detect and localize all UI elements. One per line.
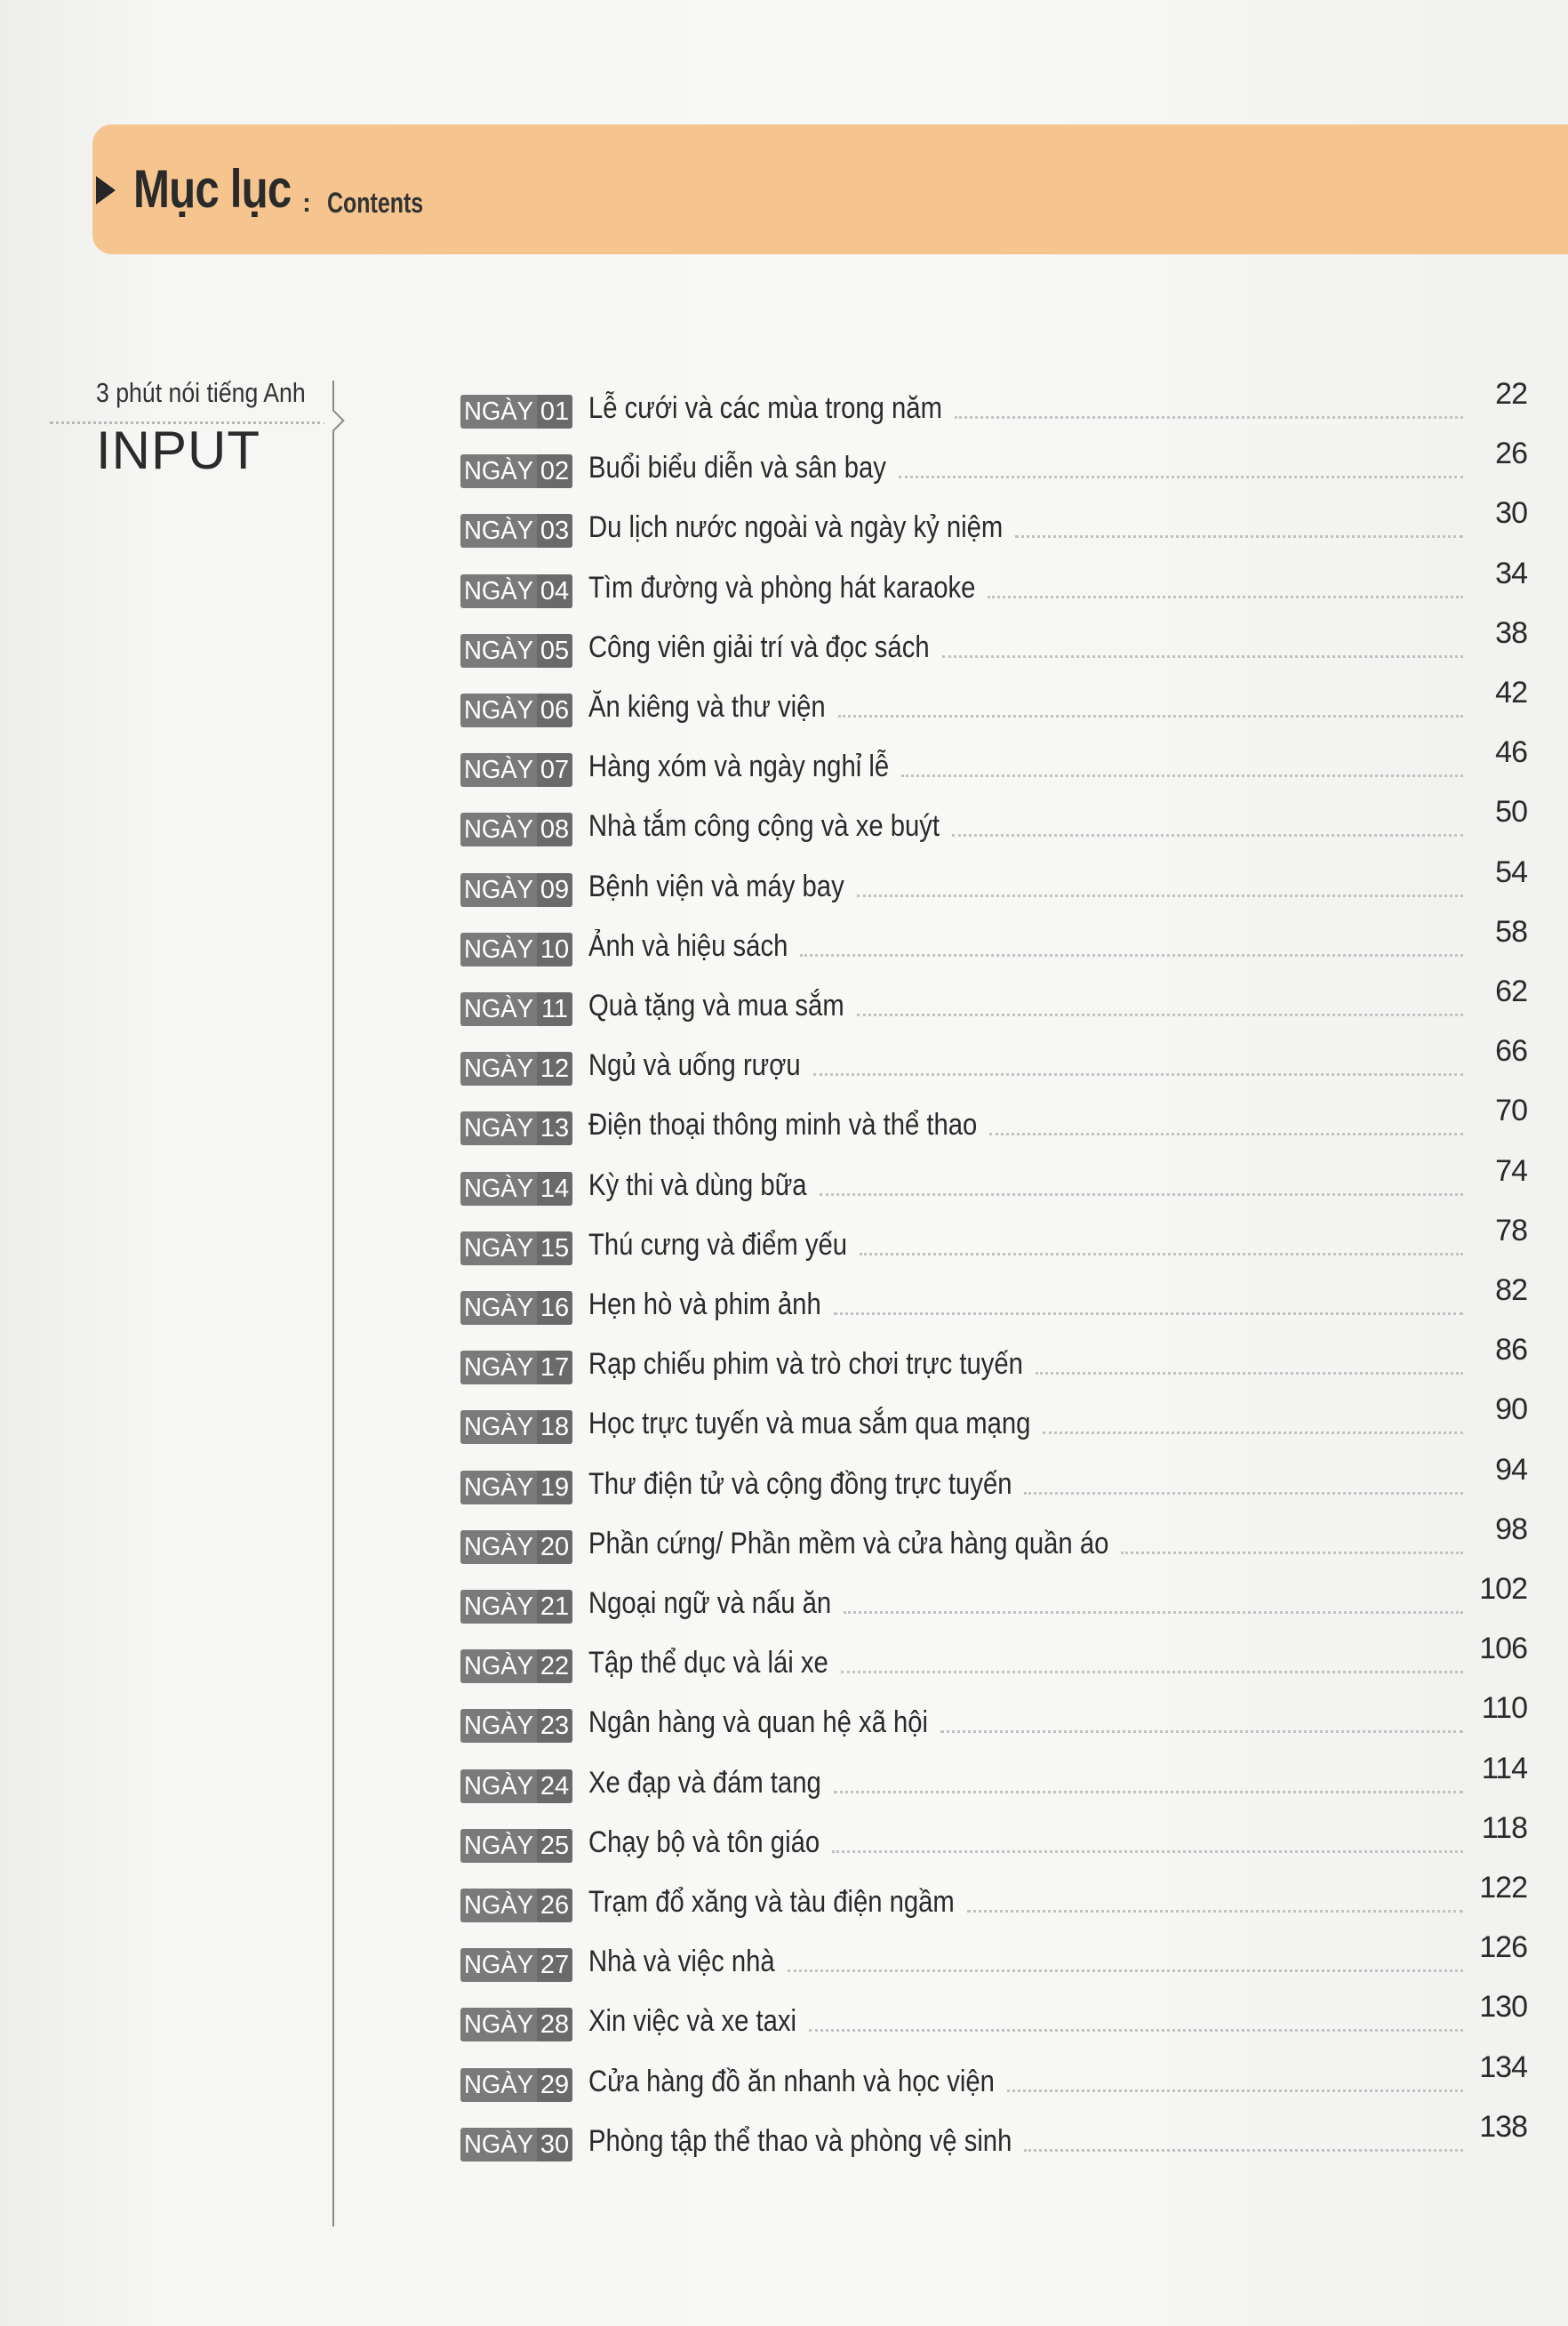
section-name: INPUT (96, 421, 260, 480)
toc-page-number: 106 (1479, 1632, 1527, 1666)
day-badge (460, 2068, 572, 2102)
day-badge-word: NGÀY (463, 1771, 534, 1801)
day-badge-word: NGÀY (463, 1114, 534, 1143)
dot-leader (800, 954, 1463, 957)
toc-page-number: 46 (1495, 735, 1527, 770)
day-badge-word: NGÀY (463, 2070, 534, 2099)
day-badge (460, 1709, 572, 1743)
day-badge (460, 1351, 572, 1384)
toc-topic: Thư điện tử và cộng đồng trực tuyến (588, 1466, 1012, 1501)
day-badge-number: 21 (537, 1590, 572, 1624)
day-badge (460, 1410, 572, 1444)
day-badge-word: NGÀY (463, 2129, 534, 2159)
toc-topic: Bệnh viện và máy bay (588, 869, 844, 903)
toc-page-number: 38 (1495, 615, 1527, 650)
day-badge-word: NGÀY (463, 815, 534, 845)
toc-page-number: 94 (1495, 1452, 1527, 1487)
day-badge-number: 09 (537, 873, 572, 907)
toc-entry[interactable] (460, 1691, 1527, 1750)
day-badge (460, 1649, 572, 1683)
day-badge-number: 17 (537, 1351, 572, 1384)
toc-page-number: 98 (1495, 1512, 1527, 1546)
dot-leader (857, 894, 1463, 897)
toc-entry[interactable] (460, 2109, 1527, 2169)
toc-page-number: 42 (1495, 676, 1527, 710)
toc-topic: Ngoại ngữ và nấu ăn (588, 1586, 832, 1620)
toc-topic: Xe đạp và đám tang (588, 1765, 821, 1800)
toc-topic: Lễ cưới và các mùa trong năm (588, 391, 942, 425)
toc-entry[interactable] (460, 437, 1527, 495)
day-badge (460, 1590, 572, 1624)
toc-topic: Điện thoại thông minh và thể thao (588, 1108, 978, 1143)
toc-topic: Học trực tuyến và mua sắm qua mạng (588, 1407, 1031, 1441)
day-badge-number: 01 (537, 395, 572, 429)
toc-page-number: 62 (1495, 975, 1527, 1008)
toc-entry[interactable] (460, 854, 1527, 914)
toc-topic: Quà tặng và mua sắm (588, 989, 844, 1023)
day-badge-number: 26 (537, 1889, 572, 1922)
day-badge-word: NGÀY (463, 1712, 534, 1741)
toc-topic: Ngủ và uống rượu (588, 1048, 801, 1083)
day-badge-word: NGÀY (463, 1472, 534, 1502)
day-badge (460, 454, 572, 488)
day-badge-number: 20 (537, 1530, 572, 1564)
dot-leader (967, 1910, 1463, 1913)
toc-entry[interactable] (460, 1333, 1527, 1392)
day-badge-word: NGÀY (463, 875, 534, 904)
day-badge (460, 514, 572, 548)
day-badge-number: 10 (537, 933, 572, 966)
day-badge-word: NGÀY (463, 756, 534, 785)
day-badge (460, 395, 572, 429)
dot-leader (809, 2029, 1463, 2032)
day-badge-number: 25 (537, 1829, 572, 1863)
day-badge-number: 14 (537, 1172, 572, 1206)
toc-entry[interactable] (460, 1213, 1527, 1272)
day-badge-number: 16 (537, 1291, 572, 1325)
toc-page-number: 26 (1495, 437, 1527, 471)
day-badge-word: NGÀY (463, 457, 534, 486)
day-badge (460, 1111, 572, 1145)
toc-page-number: 82 (1495, 1273, 1527, 1307)
toc-page-number: 110 (1481, 1691, 1527, 1726)
dot-leader (989, 1133, 1463, 1135)
toc-topic: Buổi biểu diễn và sân bay (588, 451, 886, 485)
day-badge-number: 06 (537, 694, 572, 727)
day-badge (460, 1052, 572, 1086)
toc-entry[interactable] (460, 975, 1527, 1033)
day-badge-number: 27 (537, 1948, 572, 1982)
toc-topic: Ngân hàng và quan hệ xã hội (588, 1705, 929, 1740)
toc-entry[interactable] (460, 1512, 1527, 1571)
day-badge-word: NGÀY (463, 636, 534, 665)
dot-leader (942, 655, 1463, 658)
toc-topic: Ảnh và hiệu sách (588, 928, 788, 963)
dot-leader (832, 1850, 1463, 1853)
dot-leader (860, 1253, 1463, 1255)
day-badge (460, 574, 572, 608)
day-badge (460, 1471, 572, 1504)
dot-leader (901, 774, 1463, 777)
toc-page-number: 22 (1495, 377, 1527, 411)
toc-page-number: 78 (1495, 1213, 1527, 1247)
section-label: 3 phút nói tiếng Anh (96, 377, 306, 408)
day-badge-word: NGÀY (463, 397, 534, 426)
toc-entry[interactable] (460, 1034, 1527, 1093)
toc-topic: Du lịch nước ngoài và ngày kỷ niệm (588, 510, 1004, 545)
day-badge-number: 03 (537, 514, 572, 548)
toc-page-number: 134 (1479, 2049, 1527, 2084)
day-badge (460, 813, 572, 846)
day-badge-word: NGÀY (463, 2010, 534, 2040)
toc-page-number: 138 (1479, 2109, 1527, 2144)
toc-topic: Kỳ thi và dùng bữa (588, 1167, 807, 1202)
day-badge-word: NGÀY (463, 576, 534, 606)
dot-leader (1036, 1372, 1463, 1375)
toc-page-number: 66 (1495, 1034, 1527, 1069)
toc-topic: Nhà tắm công cộng và xe buýt (588, 809, 940, 844)
toc-topic: Ăn kiêng và thư viện (588, 690, 826, 724)
day-badge-number: 22 (537, 1649, 572, 1683)
day-badge-number: 02 (537, 454, 572, 488)
toc-page-number: 130 (1479, 1990, 1527, 2025)
toc-entry[interactable] (460, 1810, 1527, 1870)
dot-leader (820, 1193, 1463, 1196)
toc-page-number: 118 (1481, 1810, 1527, 1845)
day-badge (460, 694, 572, 727)
toc-page-number: 102 (1479, 1572, 1527, 1606)
dot-leader (841, 1671, 1463, 1673)
day-badge (460, 1291, 572, 1325)
toc-entry[interactable] (460, 1452, 1527, 1512)
toc-topic: Rạp chiếu phim và trò chơi trực tuyến (588, 1347, 1023, 1382)
toc-page-number: 74 (1495, 1153, 1527, 1188)
toc-topic: Hàng xóm và ngày nghỉ lễ (588, 750, 890, 784)
day-badge-word: NGÀY (463, 1951, 534, 1980)
toc-entry[interactable] (460, 377, 1527, 436)
day-badge-word: NGÀY (463, 1294, 534, 1322)
day-badge-word: NGÀY (463, 1652, 534, 1681)
toc-entry[interactable] (460, 676, 1527, 734)
day-badge (460, 1948, 572, 1982)
toc-topic: Chạy bộ và tôn giáo (588, 1825, 820, 1859)
toc-page-number: 90 (1495, 1392, 1527, 1427)
day-badge-number: 15 (537, 1231, 572, 1265)
day-badge-word: NGÀY (463, 517, 534, 546)
toc-entry[interactable] (460, 2049, 1527, 2109)
day-badge-word: NGÀY (463, 934, 534, 964)
day-badge-number: 08 (537, 813, 572, 846)
day-badge-number: 28 (537, 2008, 572, 2041)
day-badge-number: 11 (537, 992, 572, 1026)
day-badge (460, 634, 572, 668)
toc-entry[interactable] (460, 1751, 1527, 1810)
toc-topic: Phần cứng/ Phần mềm và cửa hàng quần áo (588, 1526, 1109, 1560)
dot-leader (952, 834, 1463, 837)
toc-topic: Trạm đổ xăng và tàu điện ngầm (588, 1885, 955, 1919)
title-separator: : (302, 188, 311, 218)
dot-leader (834, 1791, 1463, 1793)
toc-entry[interactable] (460, 914, 1527, 974)
toc-topic: Nhà và việc nhà (588, 1945, 775, 1979)
toc-entry[interactable] (460, 1094, 1527, 1152)
toc-entry[interactable] (460, 1632, 1527, 1690)
day-badge-word: NGÀY (463, 995, 534, 1023)
day-badge-word: NGÀY (463, 696, 534, 725)
dot-leader (988, 596, 1463, 598)
day-badge-word: NGÀY (463, 1174, 534, 1203)
day-badge-number: 23 (537, 1709, 572, 1743)
toc-page-number: 86 (1495, 1333, 1527, 1368)
day-badge (460, 753, 572, 787)
toc-entry[interactable] (460, 735, 1527, 794)
toc-page-number: 50 (1495, 795, 1527, 830)
day-badge (460, 2128, 572, 2162)
day-badge-number: 12 (537, 1052, 572, 1086)
day-badge (460, 1829, 572, 1863)
toc-page-number: 70 (1495, 1094, 1527, 1128)
toc-entry[interactable] (460, 496, 1527, 555)
dot-leader (1024, 2149, 1463, 2152)
dot-leader (899, 476, 1463, 478)
toc-topic: Công viên giải trí và đọc sách (588, 630, 930, 664)
toc-topic: Tập thể dục và lái xe (588, 1646, 828, 1680)
day-badge-number: 24 (537, 1769, 572, 1803)
day-badge (460, 992, 572, 1026)
dot-leader (813, 1073, 1463, 1076)
day-badge-number: 18 (537, 1410, 572, 1444)
day-badge-number: 07 (537, 753, 572, 787)
dot-leader (1024, 1492, 1463, 1495)
dot-leader (844, 1611, 1463, 1614)
day-badge-word: NGÀY (463, 1055, 534, 1084)
day-badge (460, 933, 572, 966)
toc-page-number: 58 (1495, 914, 1527, 949)
dot-leader (834, 1312, 1463, 1315)
toc-page-number: 30 (1495, 496, 1527, 531)
day-badge-word: NGÀY (463, 1233, 534, 1263)
dot-leader (788, 1969, 1463, 1972)
dot-leader (1015, 535, 1463, 538)
day-badge-number: 29 (537, 2068, 572, 2102)
day-badge-number: 05 (537, 634, 572, 668)
dot-leader (955, 416, 1463, 419)
day-badge-word: NGÀY (463, 1413, 534, 1442)
toc-entry[interactable] (460, 1273, 1527, 1332)
toc-topic: Thú cưng và điểm yếu (588, 1227, 848, 1262)
day-badge (460, 1231, 572, 1265)
dot-leader (940, 1730, 1463, 1733)
dot-leader (857, 1014, 1463, 1016)
toc-topic: Tìm đường và phòng hát karaoke (588, 570, 976, 605)
toc-entry[interactable] (460, 615, 1527, 675)
toc-entry[interactable] (460, 1153, 1527, 1213)
toc-entry[interactable] (460, 1871, 1527, 1929)
dot-leader (1043, 1432, 1463, 1434)
toc-entry[interactable] (460, 1990, 1527, 2049)
day-badge-word: NGÀY (463, 1532, 534, 1561)
day-badge-number: 04 (537, 574, 572, 608)
day-badge-word: NGÀY (463, 1831, 534, 1860)
toc-topic: Hẹn hò và phim ảnh (588, 1287, 821, 1321)
toc-page-number: 114 (1481, 1751, 1527, 1785)
day-badge (460, 2008, 572, 2041)
dot-leader (1007, 2089, 1463, 2092)
toc-entry[interactable] (460, 795, 1527, 854)
page-title: Mục lục (133, 159, 292, 219)
day-badge-word: NGÀY (463, 1891, 534, 1920)
toc-page-number: 126 (1479, 1930, 1527, 1965)
toc-page-number: 54 (1495, 854, 1527, 889)
toc-entry[interactable] (460, 1392, 1527, 1451)
day-badge (460, 873, 572, 907)
day-badge-number: 13 (537, 1111, 572, 1145)
page-subtitle: Contents (327, 187, 424, 219)
day-badge (460, 1172, 572, 1206)
toc-topic: Cửa hàng đồ ăn nhanh và học viện (588, 2064, 995, 2098)
dot-leader (1121, 1552, 1463, 1554)
day-badge (460, 1530, 572, 1564)
toc-topic: Xin việc và xe taxi (588, 2004, 797, 2039)
day-badge (460, 1769, 572, 1803)
toc-entry[interactable] (460, 556, 1527, 615)
day-badge-word: NGÀY (463, 1592, 534, 1621)
toc-entry[interactable] (460, 1572, 1527, 1631)
toc-page-number: 34 (1495, 556, 1527, 590)
day-badge-number: 19 (537, 1471, 572, 1504)
toc-page-number: 122 (1479, 1871, 1527, 1905)
toc-topic: Phòng tập thể thao và phòng vệ sinh (588, 2123, 1012, 2158)
toc-entry[interactable] (460, 1930, 1527, 1989)
dot-leader (838, 715, 1463, 718)
day-badge-word: NGÀY (463, 1353, 534, 1383)
day-badge-number: 30 (537, 2128, 572, 2162)
day-badge (460, 1889, 572, 1922)
